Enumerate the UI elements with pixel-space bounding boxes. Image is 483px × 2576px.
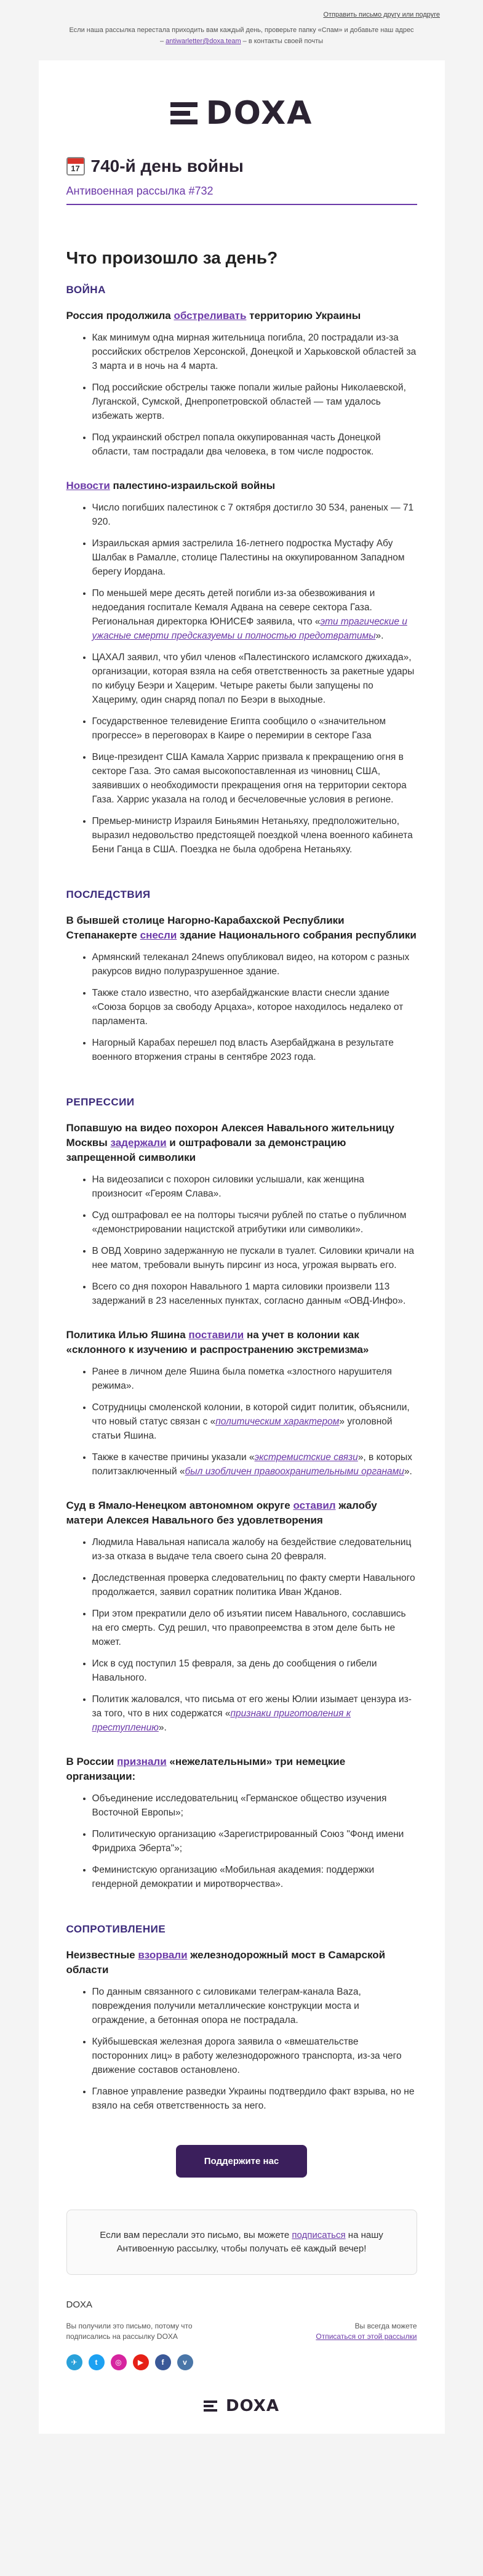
- story-headline: [66, 913, 417, 943]
- content: [39, 156, 445, 2415]
- logo-text: DOXA: [206, 95, 313, 132]
- share-link[interactable]: Отправить письмо другу или подруге: [323, 11, 440, 18]
- list-item: [92, 430, 417, 459]
- vk-icon[interactable]: v: [177, 2354, 193, 2370]
- list-item: [92, 1280, 417, 1308]
- story-headline: [66, 309, 417, 323]
- item-text: Как минимум одна мирная жительница погибла, 20 пострадали из-за российских обстрелов Херсонской, Донецкой и Харьковской областей за 3 марта и в ночь на 4 марта.: [92, 333, 417, 371]
- item-text: Под российские обстрелы также попали жилые районы Николаевской, Луганской, Сумской, Днепропетровской областей — там удалось избежать жертв.: [92, 382, 406, 421]
- footer-left-text: Вы получили это письмо, потому что подписались на рассылку DOXA: [66, 2322, 193, 2341]
- top-bar: [0, 0, 483, 53]
- list-item: [92, 950, 417, 979]
- headline-after: железнодорожный мост в Самарской области: [66, 1949, 386, 1976]
- forward-box: [66, 2210, 417, 2275]
- list-item: [92, 381, 417, 423]
- section-title: СОПРОТИВЛЕНИЕ: [66, 1923, 166, 1935]
- headline-before: Неизвестные: [66, 1949, 135, 1961]
- youtube-icon[interactable]: ▶: [133, 2354, 149, 2370]
- item-text: Куйбышевская железная дорога заявила о «вмешательстве посторонних лиц» в работу железнодорожного транспорта, из-за чего движение составов остановлено.: [92, 2037, 402, 2075]
- headline-before: Суд в Ямало-Ненецком автономном округе: [66, 1500, 290, 1511]
- list-item: [92, 714, 417, 743]
- list-item: [92, 1791, 417, 1820]
- list-item: [92, 1036, 417, 1064]
- item-text: Политическую организацию «Зарегистрированный Союз "Фонд имени Фридриха Эберта"»;: [92, 1829, 404, 1854]
- list-item: [92, 986, 417, 1028]
- item-text: Число погибших палестинок с 7 октября достигло 30 534, раненых — 71 920.: [92, 503, 414, 527]
- list-item: [92, 1450, 417, 1479]
- bullet-list: [66, 331, 417, 459]
- list-item: [92, 1571, 417, 1599]
- subscribe-link[interactable]: подписаться: [292, 2230, 346, 2240]
- story-headline: [66, 1754, 417, 1784]
- footer: [66, 2299, 417, 2415]
- facebook-icon[interactable]: f: [155, 2354, 171, 2370]
- item-text: Премьер-министр Израиля Биньямин Нетаньяху, предположительно, выразил недовольство предстоящей поездкой члена военного кабинета Бени Ганца в США. Поездка не была одобрена Нетаньяху.: [92, 816, 413, 855]
- item-text: Под украинский обстрел попала оккупированная часть Донецкой области, там пострадали два человека, в том числе подросток.: [92, 432, 381, 457]
- headline-link[interactable]: признали: [117, 1756, 167, 1767]
- item-text-after: ».: [404, 1466, 412, 1477]
- issue-subtitle: Антивоенная рассылка #732: [66, 185, 417, 205]
- list-item: [92, 750, 417, 807]
- list-item: [92, 2085, 417, 2113]
- forward-before: Если вам переслали это письмо, вы можете: [100, 2230, 290, 2240]
- headline-after: здание Национального собрания республики: [180, 929, 417, 941]
- story: [66, 478, 417, 857]
- list-item: [92, 650, 417, 707]
- section-title: ВОЙНА: [66, 284, 106, 296]
- list-item: [92, 1244, 417, 1272]
- list-item: [92, 1985, 417, 2027]
- bullet-list: [66, 1173, 417, 1308]
- story: [66, 1498, 417, 1735]
- footer-right: [316, 2321, 417, 2342]
- item-text: В ОВД Ховрино задержанную не пускали в туалет. Силовики кричали на нее матом, требовали вынуть пирсинг из носа, угрожая вырвать его.: [92, 1246, 414, 1270]
- list-item: [92, 1400, 417, 1443]
- twitter-icon[interactable]: t: [89, 2354, 105, 2370]
- doxa-logo[interactable]: [170, 95, 313, 132]
- footer-doxa-logo[interactable]: [204, 2397, 279, 2415]
- headline-after: жалобу матери Алексея Навального без удовлетворения: [66, 1500, 377, 1526]
- headline-after: и оштрафовали за демонстрацию запрещенной символики: [66, 1137, 346, 1163]
- newsletter-container: [39, 60, 445, 2434]
- header-logo-wrap: [39, 60, 445, 156]
- item-text-after: », в которых политзаключенный «: [92, 1452, 412, 1477]
- item-text: Доследственная проверка следовательниц по факту смерти Навального продолжается, заявил соратник политика Иван Жданов.: [92, 1573, 415, 1597]
- footer-logo-text: DOXA: [226, 2397, 279, 2415]
- headline-before: В бывшей столице Нагорно-Карабахской Республики Степанакерте: [66, 915, 345, 941]
- item-text: Государственное телевидение Египта сообщило о «значительном прогрессе» в переговорах в Каире о перемирии в секторе Газа: [92, 716, 386, 741]
- footer-right-text: Вы всегда можете: [354, 2322, 417, 2330]
- support-button[interactable]: Поддержите нас: [176, 2145, 308, 2178]
- headline-before: Политика Илью Яшина: [66, 1329, 186, 1341]
- item-text: Всего со дня похорон Навального 1 марта силовики произвели 113 задержаний в 23 населенных пунктах, согласно данным «ОВД-Инфо».: [92, 1282, 406, 1306]
- section-title: РЕПРЕССИИ: [66, 1096, 135, 1108]
- headline-link[interactable]: обстреливать: [174, 310, 247, 321]
- item-text: По меньшей мере десять детей погибли из-за обезвоживания и недоедания госпитале Кемаля Адвана на севере сектора Газа. Региональная директорка ЮНИСЕФ заявила, что «: [92, 588, 375, 627]
- list-item: [92, 586, 417, 643]
- logo-mark-icon: [170, 102, 198, 124]
- issue-title-text: 740-й день войны: [90, 156, 244, 176]
- share-row: [0, 11, 483, 18]
- quote-link[interactable]: экстремистские связи: [254, 1452, 358, 1463]
- item-text: Людмила Навальная написала жалобу на бездействие следовательниц из-за отказа в выдаче тела своего сына 20 февраля.: [92, 1537, 412, 1562]
- headline-after: «нежелательными» три немецкие организации:: [66, 1756, 346, 1782]
- item-text: Главное управление разведки Украины подтвердило факт взрыва, но не взяло на себя ответственность за него.: [92, 2086, 415, 2111]
- bullet-list: [66, 1535, 417, 1735]
- item-text: На видеозаписи с похорон силовики услышали, как женщина произносит «Героям Слава».: [92, 1174, 365, 1199]
- item-text: Объединение исследовательниц «Германское общество изучения Восточной Европы»;: [92, 1793, 387, 1818]
- bullet-list: [66, 1791, 417, 1891]
- intro-after: – в контакты своей почты: [242, 38, 324, 45]
- list-item: [92, 1607, 417, 1649]
- footer-row: [66, 2321, 417, 2342]
- section: [66, 889, 417, 1064]
- item-text: Вице-президент США Камала Харрис призвала к прекращению огня в секторе Газа. Это самая высокопоставленная из чиновниц США, заявивших о необходимости прекращения огня на территории сектора Газа. Харрис указала на голод и бесчеловечные условия в регионе.: [92, 752, 407, 805]
- telegram-icon[interactable]: ✈: [66, 2354, 82, 2370]
- intro-text: [0, 25, 483, 47]
- list-item: [92, 536, 417, 579]
- footer-logo-mark-icon: [204, 2400, 217, 2412]
- item-text: ЦАХАЛ заявил, что убил членов «Палестинского исламского джихада», организации, которая взяла на себя ответственность за ракетные удары по кибуцу Беэри и Хацерим. Четыре ракеты были запущены по Хацериму, один снаряд попал по Беэри в выходные.: [92, 652, 415, 705]
- story: [66, 1948, 417, 2113]
- sections: [66, 284, 417, 2113]
- list-item: [92, 331, 417, 373]
- quote-link[interactable]: политическим характером: [215, 1416, 340, 1427]
- list-item: [92, 1863, 417, 1891]
- headline-after: палестино-израильской войны: [113, 480, 276, 491]
- item-text: Нагорный Карабах перешел под власть Азербайджана в результате военного вторжения страны в сентябре 2023 года.: [92, 1038, 394, 1062]
- story: [66, 1121, 417, 1308]
- item-text-after: ».: [158, 1722, 167, 1733]
- item-text: Израильская армия застрелила 16-летнего подростка Мустафу Абу Шалбак в Рамалле, столице Палестины на оккупированном Западном берегу Иордана.: [92, 538, 405, 577]
- item-text: По данным связанного с силовиками телеграм-канала Baza, повреждения получили металлические конструкции моста и ограждение, а бетонная опора не пострадала.: [92, 1987, 361, 2025]
- bullet-list: [66, 950, 417, 1064]
- list-item: [92, 1535, 417, 1564]
- section: [66, 1096, 417, 1891]
- main-heading: Что произошло за день?: [66, 248, 278, 267]
- bullet-list: [66, 1365, 417, 1479]
- headline-link[interactable]: поставили: [188, 1329, 244, 1341]
- list-item: [92, 1657, 417, 1685]
- item-text: Сотрудницы смоленской колонии, в которой сидит политик, объяснили, что новый статус связан с «: [92, 1402, 410, 1427]
- story: [66, 1328, 417, 1479]
- item-text: При этом прекратили дело об изъятии писем Навального, сославшись на его смерть. Суд решил, что правопреемства в этом деле быть не может.: [92, 1609, 406, 1647]
- story: [66, 913, 417, 1064]
- item-text-after: » уголовной статьи Яшина.: [92, 1416, 393, 1441]
- item-text: Также в качестве причины указали «: [92, 1452, 255, 1463]
- list-item: [92, 501, 417, 529]
- item-text: Армянский телеканал 24news опубликовал видео, на котором с разных ракурсов видно полуразрушенное здание.: [92, 952, 410, 977]
- social-links: [66, 2354, 417, 2370]
- quote-link[interactable]: эти трагические и ужасные смерти предсказуемы и полностью предотвратимы: [92, 616, 407, 641]
- story-headline: [66, 1121, 417, 1165]
- story-headline: [66, 1498, 417, 1528]
- instagram-icon[interactable]: ◎: [111, 2354, 127, 2370]
- item-text: Ранее в личном деле Яшина была пометка «злостного нарушителя режима».: [92, 1367, 392, 1391]
- headline-link[interactable]: снесли: [140, 929, 177, 941]
- story-headline: [66, 1328, 417, 1357]
- list-item: [92, 2035, 417, 2077]
- list-item: [92, 1827, 417, 1855]
- section: [66, 1923, 417, 2113]
- unsubscribe-link[interactable]: Отписаться от этой рассылки: [316, 2332, 417, 2341]
- list-item: [92, 1365, 417, 1393]
- item-text-after: ».: [375, 631, 384, 641]
- footer-brand: DOXA: [66, 2299, 93, 2310]
- headline-after: на учет в колонии как «склонного к изучению и распространению экстремизма»: [66, 1329, 369, 1355]
- story-headline: [66, 478, 417, 493]
- list-item: [92, 1173, 417, 1201]
- headline-before: В России: [66, 1756, 114, 1767]
- item-text: Иск в суд поступил 15 февраля, за день до сообщения о гибели Навального.: [92, 1658, 377, 1683]
- cta-wrap: [66, 2145, 417, 2178]
- item-text: Феминистскую организацию «Мобильная академия: поддержки гендерной демократии и миротворчества».: [92, 1865, 375, 1889]
- headline-after: территорию Украины: [249, 310, 361, 321]
- bullet-list: [66, 501, 417, 857]
- story: [66, 1754, 417, 1891]
- section-title: ПОСЛЕДСТВИЯ: [66, 889, 151, 900]
- bullet-list: [66, 1985, 417, 2113]
- issue-title: [66, 156, 417, 176]
- headline-before: Россия продолжила: [66, 310, 171, 321]
- headline-link[interactable]: задержали: [110, 1137, 167, 1149]
- item-text: Суд оштрафовал ее на полторы тысячи рублей по статье о публичном «демонстрировании нацистской атрибутики или символики».: [92, 1210, 407, 1235]
- list-item: [92, 1208, 417, 1237]
- intro-before: Если наша рассылка перестала приходить вам каждый день, проверьте папку «Спам» и добавьте наш адрес –: [69, 26, 414, 45]
- headline-link[interactable]: оставил: [293, 1500, 336, 1511]
- intro-email-link[interactable]: antiwarletter@doxa.team: [166, 38, 241, 45]
- headline-link[interactable]: Новости: [66, 480, 110, 491]
- quote-link[interactable]: был изобличен правоохранительными органами: [185, 1466, 404, 1477]
- list-item: [92, 814, 417, 857]
- story-headline: [66, 1948, 417, 1977]
- story: [66, 309, 417, 459]
- item-text: Политик жаловался, что письма от его жены Юлии изымает цензура из-за того, что в них содержатся «: [92, 1694, 412, 1719]
- forward-after: на нашу Антивоенную рассылку, чтобы получать её каждый вечер!: [116, 2230, 383, 2254]
- quote-link[interactable]: признаки приготовления к преступлению: [92, 1708, 351, 1733]
- list-item: [92, 1692, 417, 1735]
- calendar-icon: [66, 157, 85, 176]
- section: [66, 284, 417, 857]
- headline-link[interactable]: взорвали: [138, 1949, 188, 1961]
- headline-before: Попавшую на видео похорон Алексея Навального жительницу Москвы: [66, 1122, 394, 1149]
- footer-logo-wrap: [66, 2395, 417, 2415]
- item-text: Также стало известно, что азербайджанские власти снесли здание «Союза борцов за свободу Арцаха», которое находилось недалеко от парламента.: [92, 988, 404, 1027]
